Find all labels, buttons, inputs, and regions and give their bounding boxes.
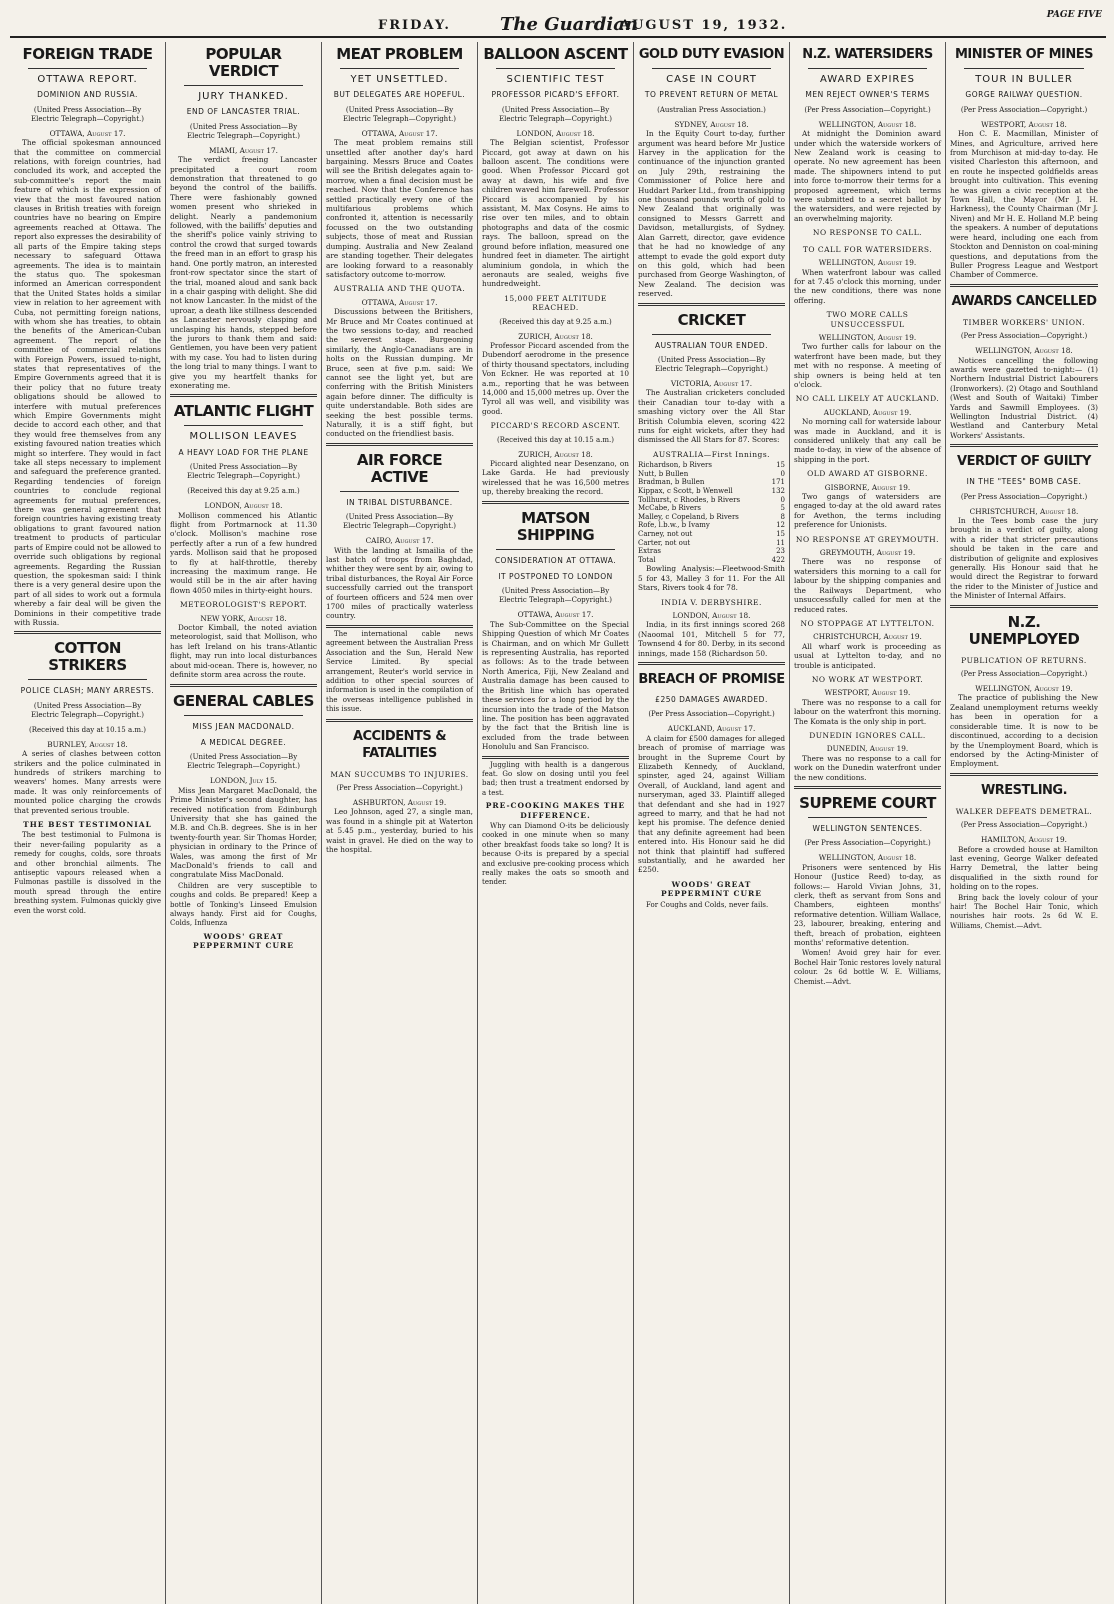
headline: ACCIDENTS & FATALITIES — [352, 728, 447, 761]
divider — [950, 773, 1098, 776]
dateline: CHRISTCHURCH, August 18. — [969, 506, 1079, 516]
article-body: The practice of publishing the New Zealand unemployment returns weekly has been in operation for a considerable time. It is now to be discontinued, according to a decision by the Unemployment Board, which is endorsed by the Acting-Minister of Employment. — [950, 693, 1098, 769]
batsman-runs: 0 — [780, 495, 785, 504]
batsman-name: McCabe, b Rivers — [638, 504, 701, 513]
section-heading: METEOROLOGIST'S REPORT. — [180, 600, 307, 610]
article-body: India, in its first innings scored 268 (Naoomal 101, Mitchell 5 for 77, Townsend 4 for 80. Derby, in its second innings, made 158 (Richardson 50. — [638, 620, 785, 658]
divider — [184, 715, 303, 716]
dateline: MIAMI, August 17. — [209, 145, 278, 155]
divider — [28, 68, 147, 69]
headline: GENERAL CABLES — [173, 691, 314, 710]
credit-line: (United Press Association—By Electric Telegraph—Copyright.) — [655, 355, 768, 373]
article-cricket — [638, 308, 785, 658]
credit-line: (United Press Association—By Electric Telegraph—Copyright.) — [31, 105, 144, 123]
article-air-force-active — [326, 448, 473, 621]
credit-line: (Per Press Association—Copyright.) — [960, 105, 1088, 114]
subheadline: A HEAVY LOAD FOR THE PLANE — [178, 447, 309, 457]
article-body: Piccard alighted near Desenzano, on Lake Garda. He had previously wirelessed that he was 16,500 metres up, thereby breaking the record. — [482, 459, 629, 497]
divider — [652, 68, 771, 69]
batsman-name: Nutt, b Bullen — [638, 469, 689, 478]
batsman-runs: 132 — [771, 486, 785, 495]
scorecard-heading: AUSTRALIA—First Innings. — [652, 449, 771, 459]
dateline: OTTAWA, August 17. — [517, 610, 594, 620]
divider — [496, 549, 615, 550]
article-body: Prisoners were sentenced by His Honour (Justice Reed) to-day, as follows:— Harold Vivian Johns, 31, clerk, theft as servant from Sons and Chambers, eighteen months' reformative detention. William Wallace, 23, labourer, breaking, entering and theft, breach of probation, eighteen months' reformative detention. — [794, 862, 941, 948]
section-heading: 15,000 FEET ALTITUDE REACHED. — [504, 293, 607, 313]
article-nz-watersiders — [794, 42, 941, 782]
article-body: All wharf work is proceeding as usual at Lyttelton to-day, and no trouble is anticipated. — [794, 641, 941, 670]
article-general-cables — [170, 689, 317, 880]
article-body: The verdict freeing Lancaster precipitated a court room demonstration that threatened to go beyond the control of the bailiffs. There were fashionably gowned women present who shrieked in delight. Nearly a pandemonium followed, with the bailiffs' deputies and the sheriff's police vainly striving to control the crowd that surged towards the freed man in an effort to grasp his hand. One portly matron, an interested front-row spectator since the start of the trial, moaned aloud and sank back in a chair gasping with delight. She did not know Lancaster. In the midst of the uproar, a death like stillness descended as Lancaster nervously clasping and unclasping his hands, stepped before the jurors to thank them and said: Gentlemen, you have been very patient with my case. You had to listen during the long trial to many things. I want to give you my heartfelt thanks for exonerating me. — [170, 155, 317, 390]
scorecard-row — [638, 478, 785, 487]
subheadline: DOMINION AND RUSSIA. — [37, 90, 138, 100]
article-body: The Belgian scientist, Professor Piccard, got away at dawn on his balloon ascent. The conditions were good. When Professor Piccard got away at dawn, his wife and five children waved him farewell. Professor Piccard is accompanied by his assistant, M. Max Cosyns. He aims to rise over ten miles, and to obtain photographs and data of the cosmic rays. The balloon, spread on the ground before inflation, measured one hundred feet in diameter. The airtight aluminium gondola, in which the aeronauts are sealed, weighs five hundredweight. — [482, 138, 629, 289]
article-gold-duty-evasion — [638, 42, 785, 299]
advertisement-body: Women! Avoid grey hair for ever. Bochel Hair Tonic restores lovely natural colour. 2s 6d bottle W. E. Williams, Chemist.—Advt. — [794, 949, 941, 986]
received-line: (Received this day at 10.15 a.m.) — [497, 435, 614, 444]
headline: ATLANTIC FLIGHT — [173, 402, 314, 421]
article-body: When waterfront labour was called for at 7.45 o'clock this morning, under the new conditions, there was none offering. — [794, 267, 941, 305]
dateline: WELLINGTON, August 19. — [818, 258, 917, 268]
column-3 — [322, 42, 478, 1604]
divider — [808, 68, 927, 69]
headline: COTTON STRIKERS — [48, 639, 127, 675]
subheadline: YET UNSETTLED. — [350, 74, 449, 85]
masthead-paper-title: The Guardian — [500, 14, 638, 35]
subheadline: TO PREVENT RETURN OF METAL — [644, 90, 779, 100]
received-line: (Received this day at 10.15 a.m.) — [29, 725, 146, 734]
divider — [950, 605, 1098, 608]
article-body: With the landing at Ismailia of the last batch of troops from Baghdad, whither they were sent by air, owing to tribal disturbances, the Royal Air Force successfully carried out the transport of fourteen officers and 524 men over 1700 miles of practically waterless country. — [326, 545, 473, 621]
article-matson-shipping — [482, 506, 629, 752]
article-body: Mollison commenced his Atlantic flight from Portmarnock at 11.30 o'clock. Mollison's machine rose perfectly after a run of a few hundred yards. Mollison said that he proposed to fly at half-throttle, thereby increasing the maximum range. He would still be in the air after having flown 4050 miles in thirty-eight hours. — [170, 510, 317, 595]
subheadline: CASE IN COURT — [666, 74, 757, 85]
subheadline: JURY THANKED. — [198, 91, 289, 102]
credit-line: (United Press Association—By Electric Telegraph—Copyright.) — [343, 105, 456, 123]
article-body: In the Tees bomb case the jury brought in a verdict of guilty, along with a rider that stricter precautions should be taken in the care and distribution of gelignite and explosives generally. His Honour said that he would direct the Registrar to forward the rider to the Minister of Justice and the Minister of Internal Affairs. — [950, 516, 1098, 601]
scorecard-row — [638, 539, 785, 548]
headline: FOREIGN TRADE — [22, 45, 153, 63]
batsman-runs: 11 — [776, 538, 785, 547]
headline: MINISTER OF MINES — [955, 47, 1093, 62]
section-heading: TO CALL FOR WATERSIDERS. — [802, 244, 933, 254]
scorecard-row — [638, 470, 785, 479]
article-body: At midnight the Dominion award under which the waterside workers of New Zealand work is ceasing to operate. No new agreement has been made. The shipowners intend to put into force to-morrow their terms for a proposed agreement, which terms were submitted to a secret ballot by the watersiders, and were rejected by an overwhelming majority. — [794, 129, 941, 223]
subheadline: END OF LANCASTER TRIAL. — [186, 107, 301, 117]
divider — [794, 786, 941, 789]
divider — [326, 625, 473, 628]
scorecard-row — [638, 530, 785, 539]
article-accidents — [326, 724, 473, 855]
subheadline: MISS JEAN MACDONALD. — [192, 721, 295, 731]
advertisement-body: Why can Diamond O-its be deliciously cooked in one minute when so many other breakfast foods take so long? It is because O-its is prepared by a special and exclusive pre-cooking process which really makes the oats so smooth and tender. — [482, 821, 629, 887]
credit-line: (United Press Association—By Electric Telegraph—Copyright.) — [187, 463, 300, 481]
headline: SUPREME COURT — [799, 794, 936, 812]
divider — [340, 491, 459, 492]
dateline: WESTPORT, August 18. — [981, 119, 1067, 129]
dateline: WELLINGTON, August 19. — [818, 332, 917, 342]
subheadline: AUSTRALIAN TOUR ENDED. — [654, 340, 769, 350]
divider — [482, 501, 629, 504]
dateline: HAMILTON, August 19. — [980, 835, 1068, 845]
article-body: The Australian cricketers concluded their Canadian tour to-day with a smashing victory over the All Star British Columbia eleven, scoring 422 runs for eight wickets, after they had dismissed the All Stars for 87. Scores: — [638, 388, 785, 445]
article-body: There was no response to a call for labour on the waterfront this morning. The Komata is the only ship in port. — [794, 697, 941, 726]
headline: AIR FORCE ACTIVE — [356, 450, 443, 486]
batsman-name: Tollhurst, c Rhodes, b Rivers — [638, 495, 741, 504]
headline: MATSON SHIPPING — [516, 508, 595, 544]
section-heading: NO CALL LIKELY AT AUCKLAND. — [795, 394, 940, 404]
section-heading: TWO MORE CALLS UNSUCCESSFUL — [826, 310, 909, 329]
column-5 — [634, 42, 790, 1604]
advertisement-heading: WOODS' GREAT PEPPERMINT CURE — [661, 879, 762, 899]
subheadline: TOUR IN BULLER — [975, 74, 1073, 85]
headline: BALLOON ASCENT — [483, 45, 628, 63]
batsman-runs: 171 — [771, 478, 785, 487]
dateline: LONDON, August 18. — [516, 128, 595, 138]
batsman-runs: 15 — [776, 529, 785, 538]
divider — [950, 444, 1098, 447]
credit-line: (Per Press Association—Copyright.) — [960, 332, 1088, 341]
batsman-name: Kippax, c Scott, b Wenwell — [638, 486, 733, 495]
headline: AWARDS CANCELLED — [951, 293, 1097, 309]
batsman-name: Bradman, b Bullen — [638, 478, 705, 487]
scorecard-row — [638, 461, 785, 470]
advertisement-heading: THE BEST TESTIMONIAL — [23, 820, 152, 829]
section-heading: OLD AWARD AT GISBORNE. — [807, 469, 928, 479]
subheadline: IN THE "TEES" BOMB CASE. — [966, 477, 1082, 487]
batsman-name: Carney, not out — [638, 529, 693, 538]
divider — [14, 631, 161, 634]
article-body: Hon C. E. Macmillan, Minister of Mines, and Agriculture, arrived here from Murchison at mid-day to-day. He visited Charleston this afternoon, and en route he inspected goldfields areas brought into cultivation. This evening he was given a civic reception at the Town Hall, the Mayor (Mr J. H. Harkness), the County Chairman (Mr J. Niven) and Mr H. E. Holland M.P. being the speakers. A number of deputations were heard, including one each from Stockton and Denniston on coal-mining questions, and deputations from the Buller Progress League and Westport Chamber of Commerce. — [950, 129, 1098, 280]
dateline: OTTAWA, August 17. — [49, 128, 126, 138]
divider — [184, 85, 303, 86]
column-2 — [166, 42, 322, 1604]
received-line: (Received this day at 9.25 a.m.) — [187, 487, 300, 496]
batsman-runs: 0 — [780, 469, 785, 478]
dateline: ASHBURTON, August 19. — [352, 797, 447, 807]
batsman-name: Carter, not out — [638, 538, 691, 547]
article-supreme-court — [794, 791, 941, 947]
dateline: AUCKLAND, August 19. — [823, 407, 912, 417]
bowling-analysis: Bowling Analysis:—Fleetwood-Smith 5 for 43, Malley 3 for 11. For the All Stars, Rivers took 4 for 78. — [638, 564, 785, 593]
advertisement-body: Children are very susceptible to coughs and colds. Be prepared! Keep a bottle of Tonking's Linseed Emulsion always handy. First aid for Coughs, Colds, Influenza — [170, 881, 317, 928]
article-body: Miss Jean Margaret MacDonald, the Prime Minister's second daughter, has received notification from Edinburgh University that she has gained the M.B. and Ch.B. degrees. She is in her twenty-fourth year. Sir Thomas Horder, physician in ordinary to the Prince of Wales, was among the first of Mr MacDonald's friends to call and congratulate Miss MacDonald. — [170, 785, 317, 880]
dateline: OTTAWA, August 17. — [361, 297, 438, 307]
advertisement-body: For Coughs and Colds, never fails. — [646, 900, 769, 909]
batsman-runs: 23 — [776, 547, 785, 556]
dateline: BURNLEY, August 18. — [47, 739, 128, 749]
section-heading: AUSTRALIA AND THE QUOTA. — [333, 284, 466, 294]
article-body: The Sub-Committee on the Special Shipping Question of which Mr Coates is Chairman, and on which Mr Gullett is representing Australia, has reported as follows: As to the trade between North America, Fiji, New Zealand and Australia damage has been caused to the British line which has operated these services for a long period by the incursion into the trade of the Matson line. The position has been aggravated by the fact that the British line is excluded from the trade between Honolulu and San Francisco. — [482, 619, 629, 752]
advertisement-heading: PRE-COOKING MAKES THE DIFFERENCE. — [485, 801, 626, 820]
dateline: CAIRO, August 17. — [365, 536, 434, 546]
section-heading: NO RESPONSE TO CALL. — [812, 228, 923, 238]
dateline: WELLINGTON, August 18. — [818, 119, 917, 129]
column-6 — [790, 42, 946, 1604]
divider — [638, 662, 785, 665]
columns — [10, 42, 1106, 1604]
article-popular-verdict — [170, 42, 317, 390]
divider — [340, 68, 459, 69]
article-body: There was no response to a call for work on the Dunedin waterfront under the new conditions. — [794, 753, 941, 782]
article-body: Professor Piccard ascended from the Dubendorf aerodrome in the presence of thirty thousand spectators, including Von Eckner. He was reported at 10 a.m., reporting that he was between 14,000 and 15,000 metres up. Over the Tyrol all was well, and visibility was good. — [482, 340, 629, 416]
advertisement-body: Bring back the lovely colour of your hair! The Bochel Hair Tonic, which nourishes hair roots. 2s 6d W. E. Williams, Chemist.—Advt. — [950, 893, 1098, 930]
scorecard-row — [638, 521, 785, 530]
scorecard-total-row — [638, 556, 785, 565]
dateline: WELLINGTON, August 18. — [818, 853, 917, 863]
credit-line: (United Press Association—By Electric Telegraph—Copyright.) — [499, 105, 612, 123]
dateline: LONDON, August 18. — [672, 610, 751, 620]
dateline: LONDON, August 18. — [204, 501, 283, 511]
subheadline: A MEDICAL DEGREE. — [200, 737, 287, 747]
dateline: AUCKLAND, August 17. — [667, 724, 756, 734]
masthead-date: AUGUST 19, 1932. — [620, 18, 788, 33]
divider — [964, 68, 1084, 69]
subheadline: CONSIDERATION AT OTTAWA. — [494, 555, 617, 565]
article-body: Discussions between the Britishers, Mr Bruce and Mr Coates continued at the two sessions to-day, and reached the severest stage. Burgeoning similarly, the Anglo-Canadians are in holts on the Russian dumping. Mr Bruce, seen at five p.m. said: We cannot see the light yet, but are conferring with the British Ministers again before dinner. The difficulty is quite understandable. Both sides are seeking the best possible terms. Naturally, it is a stiff fight, but conducted on the friendliest basis. — [326, 307, 473, 439]
dateline: CHRISTCHURCH, August 19. — [813, 632, 922, 642]
article-body: The official spokesman announced that the committee on commercial relations, with foreign countries, had concluded its work, and accepted the sub-committee's report the main feature of which is the expression of view that the most favoured nation clauses in British treaties with foreign countries have no bearing on Empire agreements reached at Ottawa. The report also expresses the desirability of all parts of the Empire taking steps necessary to safeguard Ottawa agreements. The idea is to maintain the status quo. The spokesman informed an American correspondent that the United States holds a similar view in relation to her agreement with Cuba, not permitting foreign nations, with whom she has treaties, to obtain the benefits of the American-Cuban agreement. The report of the committee of commercial relations with Foreign Powers, issued to-night, states that representatives of the Empire Governments agreed that it is their policy that no future treaty obligations should be allowed to interfere with mutual preferences which Empire Governments might decide to accord each other, and that they would free themselves from any existing favoured nation treaties which might so interfere. They would in fact take all steps necessary to implement and safeguard the preference granted. Regarding tendencies of foreign countries to conclude regional agreements for mutual preferences, there was general agreement that foreign countries having existing treaty obligations to grant favoured nation treatment to products of particular parts of Empire could not be allowed to override such obligations by regional agreements. Regarding the Russian question, the spokesman said: I think there is a very general desire upon the part of all sides to work out a formula whereby a fair deal will be given the Dominions in their competitive trade with Russia. — [14, 138, 161, 627]
divider — [808, 817, 927, 818]
article-body: The meat problem remains still unsettled after another day's hard bargaining. Messrs Bruce and Coates will see the British delegates again to-morrow, when a final decision must be reached. Now that the Conference has settled practically every one of the multifarious problems which confronted it, attention is necessarily focussed on the two outstanding subjects, those of meat and Russian dumping. Australia and New Zealand are standing together. Their delegates are looking forward to a reasonably satisfactory outcome to-morrow. — [326, 138, 473, 279]
headline: MEAT PROBLEM — [336, 45, 463, 63]
credit-line: (United Press Association—By Electric Telegraph—Copyright.) — [31, 701, 144, 719]
advertisement-body: The best testimonial to Fulmona is their never-failing popularity as a remedy for coughs, colds, sore throats and other bronchial ailments. The antiseptic vapours released when a Fulmonas pastille is dissolved in the mouth spread through the entire breathing system. Fulmonas quickly give even the worst cold. — [14, 831, 161, 915]
credit-line: (United Press Association—By Electric Telegraph—Copyright.) — [499, 587, 612, 605]
article-breach-of-promise — [638, 667, 785, 875]
section-heading: NO RESPONSE AT GREYMOUTH. — [795, 534, 940, 544]
subheadline: BUT DELEGATES ARE HOPEFUL. — [333, 90, 466, 100]
article-body: Two further calls for labour on the waterfront have been made, but they met with no response. A meeting of ship owners is being held at ten o'clock. — [794, 342, 941, 389]
divider — [170, 394, 317, 397]
divider — [652, 334, 771, 335]
article-meat-problem — [326, 42, 473, 439]
scorecard-table — [638, 461, 785, 564]
article-body: In the Equity Court to-day, further argument was heard before Mr Justice Harvey in the application for the continuance of the injunction granted on July 29th, restraining the Commissioner of Police here and Huddart Parker Ltd., from transhipping one thousand pounds worth of gold to New Zealand that originally was consigned to Messrs Garrett and Davidson, metallurgists, of Sydney. Alan Garrett, director, gave evidence that he had no knowledge of any attempt to evade the gold export duty on this gold, which had been purchased from George Washington, of New Zealand. The decision was reserved. — [638, 129, 785, 299]
subheadline: PROFESSOR PICARD'S EFFORT. — [491, 90, 620, 100]
headline: BREACH OF PROMISE — [638, 671, 785, 687]
subheadline: OTTAWA REPORT. — [37, 74, 138, 85]
masthead-page-number: PAGE FIVE — [1046, 10, 1102, 20]
subheadline: AWARD EXPIRES — [819, 74, 916, 85]
scorecard-row — [638, 547, 785, 556]
dateline: DUNEDIN, August 19. — [826, 744, 909, 754]
section-heading: TIMBER WORKERS' UNION. — [963, 317, 1085, 327]
article-wrestling — [950, 778, 1098, 892]
dateline: NEW YORK, August 18. — [200, 613, 287, 623]
column-1 — [10, 42, 166, 1604]
divider — [28, 679, 147, 680]
dateline: SYDNEY, August 18. — [674, 119, 749, 129]
section-heading: INDIA V. DERBYSHIRE. — [661, 597, 762, 607]
headline: VERDICT OF GUILTY — [957, 454, 1091, 470]
article-body: Before a crowded house at Hamilton last evening, George Walker defeated Harry Demetral, the latter being disqualified in the sixth round for holding on to the ropes. — [950, 844, 1098, 892]
subheadline: POLICE CLASH; MANY ARRESTS. — [20, 686, 155, 696]
total-runs: 422 — [771, 555, 785, 564]
batsman-runs: 12 — [776, 521, 785, 530]
masthead-day: FRIDAY. — [378, 18, 451, 33]
advertisement-heading: WOODS' GREAT PEPPERMINT CURE — [193, 931, 294, 951]
credit-line: (Per Press Association—Copyright.) — [648, 710, 775, 719]
received-line: (Received this day at 9.25 a.m.) — [499, 317, 612, 326]
divider — [482, 756, 629, 759]
article-body: Leo Johnson, aged 27, a single man, was found in a shingle pit at Waterton at 5.45 p.m., yesterday, buried to his waist in gravel. He died on the way to the hospital. — [326, 807, 473, 854]
credit-line: (Per Press Association—Copyright.) — [960, 670, 1088, 679]
dateline: ZURICH, August 18. — [518, 331, 593, 341]
headline: WRESTLING. — [980, 782, 1068, 798]
scorecard-row — [638, 496, 785, 505]
article-body: Notices cancelling the following awards were gazetted to-night:— (1) Northern Industrial District Labourers (Ironworkers). (2) Otago and Southland (West and South of Waitaki) Timber Yards and Sawmill Employees. (3) Wellington Industrial District. (4) Westland and Canterbury Metal Workers' Assistants. — [950, 355, 1098, 440]
dateline: LONDON, July 15. — [210, 776, 277, 786]
advertisement-body: Juggling with health is a dangerous feat. Go slow on dosing until you feel bad; then trust a treatment endorsed by a test. — [482, 760, 629, 797]
section-heading: NO STOPPAGE AT LYTTELTON. — [800, 618, 935, 628]
masthead — [10, 10, 1106, 38]
section-heading: WALKER DEFEATS DEMETRAL. — [955, 806, 1093, 816]
subheadline: GORGE RAILWAY QUESTION. — [965, 90, 1083, 100]
dateline: VICTORIA, August 17. — [670, 378, 753, 388]
credit-line: (United Press Association—By Electric Telegraph—Copyright.) — [343, 513, 456, 531]
column-4 — [478, 42, 634, 1604]
article-body: A series of clashes between cotton strikers and the police culminated in hundreds of strikers marching to weavers' homes. Many arrests were made. It was only reinforcements of mounted police charging the crowds that prevented serious trouble. — [14, 749, 161, 815]
batsman-runs: 15 — [776, 461, 785, 470]
scorecard-row — [638, 487, 785, 496]
headline: CRICKET — [677, 310, 746, 329]
credit-line: (Per Press Association—Copyright.) — [804, 105, 931, 114]
headline: N.Z. UNEMPLOYED — [968, 612, 1080, 648]
subheadline: £250 DAMAGES AWARDED. — [655, 694, 768, 704]
subheadline: MEN REJECT OWNER'S TERMS — [805, 90, 930, 100]
article-body: There was no response of watersiders this morning to a call for labour by the shipping companies and the Railways Department, who unsuccessfully called for men at the reduced rates. — [794, 557, 941, 614]
subheadline: WELLINGTON SENTENCES. — [812, 824, 923, 833]
credit-line: (Per Press Association—Copyright.) — [336, 783, 463, 792]
dateline: ZURICH, August 18. — [518, 449, 593, 459]
dateline: GREYMOUTH, August 19. — [819, 548, 916, 558]
section-heading: PICCARD'S RECORD ASCENT. — [490, 421, 621, 431]
headline: POPULAR VERDICT — [205, 45, 282, 80]
dateline: OTTAWA, August 17. — [361, 128, 438, 138]
batsman-name: Richardson, b Rivers — [638, 461, 712, 470]
article-balloon-ascent — [482, 42, 629, 497]
subheadline: SCIENTIFIC TEST — [506, 74, 605, 85]
divider — [326, 443, 473, 446]
divider — [326, 719, 473, 722]
section-heading: MAN SUCCUMBS TO INJURIES. — [330, 769, 469, 779]
credit-line: (Per Press Association—Copyright.) — [960, 821, 1088, 830]
credit-line: (Australian Press Association.) — [657, 105, 766, 114]
subheadline: MOLLISON LEAVES — [189, 431, 298, 443]
batsman-name: Extras — [638, 547, 661, 556]
divider — [950, 284, 1098, 287]
article-body: Two gangs of watersiders are engaged to-day at the old award rates for Avethon, the terms including preference for Unionists. — [794, 492, 941, 530]
batsman-runs: 8 — [780, 512, 785, 521]
subheadline: IT POSTPONED TO LONDON — [498, 572, 613, 582]
subheadline: IN TRIBAL DISTURBANCE. — [346, 497, 453, 507]
divider — [638, 303, 785, 306]
section-heading: DUNEDIN IGNORES CALL. — [809, 730, 926, 740]
headline: N.Z. WATERSIDERS — [802, 47, 933, 62]
article-body: A claim for £500 damages for alleged breach of promise of marriage was brought in the Supreme Court by Elizabeth Kennedy, of Auckland, spinster, aged 24, against William Overall, of Auckland, land agent and nurseryman, aged 33. Plaintiff alleged that defendant and she had in 1927 agreed to marry, and that he had not kept his promise. The defence denied that any definite agreement had been entered into. His Honour said he did not think that plaintiff had suffered substantially, and he awarded her £250. — [638, 733, 785, 875]
dateline: GISBORNE, August 19. — [824, 482, 911, 492]
article-awards-cancelled — [950, 289, 1098, 440]
batsman-name: Malley, c Copeland, b Rivers — [638, 512, 739, 521]
divider — [184, 425, 303, 426]
column-7 — [946, 42, 1102, 1604]
article-nz-unemployed — [950, 610, 1098, 769]
dateline: WESTPORT, August 19. — [824, 688, 911, 698]
divider — [170, 684, 317, 687]
section-heading: NO WORK AT WESTPORT. — [811, 674, 924, 684]
dateline: WELLINGTON, August 19. — [975, 684, 1073, 694]
scorecard-row — [638, 504, 785, 513]
credit-line: (United Press Association—By Electric Telegraph—Copyright.) — [187, 753, 300, 771]
headline: GOLD DUTY EVASION — [638, 47, 785, 62]
credit-line: (Per Press Association—Copyright.) — [960, 492, 1088, 501]
divider — [496, 68, 615, 69]
batsman-name: Rofe, l.b.w., b Ivamy — [638, 521, 710, 530]
credit-line: (United Press Association—By Electric Telegraph—Copyright.) — [187, 122, 300, 140]
article-minister-of-mines — [950, 42, 1098, 280]
total-label: Total — [638, 555, 656, 564]
article-cotton-strikers — [14, 636, 161, 815]
scorecard-row — [638, 513, 785, 522]
article-foreign-trade — [14, 42, 161, 627]
credit-line: (Per Press Association—Copyright.) — [804, 839, 931, 848]
dateline: WELLINGTON, August 18. — [975, 346, 1073, 356]
article-verdict-of-guilty — [950, 449, 1098, 600]
article-body: No morning call for waterside labour was made in Auckland, and it is considered unlikely that any call be made to-day, in view of the absence of shipping in the port. — [794, 417, 941, 464]
article-atlantic-flight — [170, 399, 317, 679]
section-heading: PUBLICATION OF RETURNS. — [961, 655, 1087, 665]
article-body: Doctor Kimball, the noted aviation meteorologist, said that Mollison, who has left Ireland on his trans-Atlantic flight, may run into local disturbances about mid-ocean. There is, however, no definite storm area across the route. — [170, 623, 317, 680]
batsman-runs: 5 — [780, 504, 785, 513]
cable-news-notice: The international cable news agreement between the Australian Press Association and the Sun, Herald New Service Limited. By special arrangement, Reuter's world service in addition to other special sources of information is used in the compilation of the overseas intelligence published in this issue. — [326, 629, 473, 714]
